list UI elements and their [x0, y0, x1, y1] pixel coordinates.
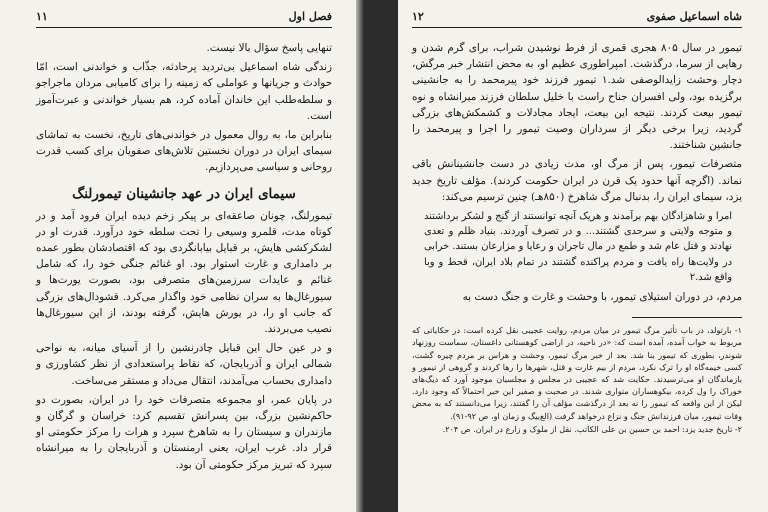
page-number: ۱۱	[36, 10, 48, 23]
page-edge-shadow	[356, 0, 364, 512]
page-header	[36, 8, 332, 28]
footnote-divider	[632, 317, 742, 318]
paragraph: تیمورلنگ، چونان صاعقه‌ای بر پیکر زخم دیده ایران فرود آمد و در کوتاه مدت، قلمرو وسیعی را تحت سلطه خود درآورد. قدرت او در لشکرکشی هایش، بر قبایل بیابانگردی بود که اقتصادشان بطور عمده بر دامداری و غارت استوار بود. او غنائم جنگی خود را، که شامل غنائم و عایدات سرزمین‌های متصرفی بود، بصورت یورت‌ها و سیورغال‌ها به سران نظامی خود واگذار می‌کرد. قشودال‌های بزرگی که جانب او را، در یورش هایش، گرفته بودند، از این سیورغال‌ها نصیب می‌بردند.	[36, 209, 332, 336]
paragraph: زندگی شاه اسماعیل بی‌تردید پرحادثه، جذّاب و خواندنی است، امّا حوادث و جریانها و عواملی که زمینه را برای کامیابی مردان ماجراجو و سلطه‌طلب این خاندان آماده کرد، هم بسیار خواندنی و عبرت‌آموز است.	[36, 61, 332, 122]
running-head-title: شاه اسماعیل صفوی	[646, 10, 742, 23]
paragraph: مردم، در دوران استیلای تیمور، با وحشت و غارت و جنگ دست به	[462, 291, 742, 304]
paragraph: تنهایی پاسخ سؤال بالا نیست.	[206, 42, 332, 54]
paragraph: تیمور در سال ۸۰۵ هجری قمری از فرط نوشیدن شراب، برای گرم شدن و رهایی از سرما، درگذشت. امپراطوری عظیم او، به محض انتشار خبر مرگش، دچار وحشت زایدالوصفی شد.۱ تیمور فرزند خود پیرمحمد را به جانشینی برگزیده بود، ولی افسران جناح راست با خلیل سلطان فرزند میرانشاه و نوه تیمور بیعت کردند. نتیجه این بیعت، ایجاد مجادلات و کشمکش‌های بزرگی گردید، زیرا برخی دیگر از سرداران وصیت تیمور را اجرا و پیرمحمد را جانشین شناختند.	[412, 42, 742, 152]
running-head-title: فصل اول	[288, 10, 332, 23]
paragraph: متصرفات تیمور، پس از مرگ او، مدت زیادی در دست جانشینانش باقی نماند. (اگرچه آنها حدود یک قرن در ایران حکومت کردند). مؤلف تاریخ جدید یزد، سیمای ایران را، بدنبال مرگ شاهرخ (۸۵۰هـ) چنین ترسیم می‌کند:	[412, 158, 742, 203]
footnote: ۱- بارتولد، در باب تأثیر مرگ تیمور در میان مردم، روایت عجیبی نقل کرده است: در حکایاتی که مربوط به خواب آمده، آمده است که: «در ناحیه، در اراضی کوهستانی داغستان، سماست روزنهاد شوندر، بطوری که تیمور بنا شد. بعد از خبر مرگ تیمور، وحشت و هراس بر مردم چیره گشت، کسی خیمه‌گاه او را ترک نکرد، مردم از بیم غارت و قتل، شهرها را رها کردند و گروهی از تیمور و بازماندگان او می‌ترسیدند. حکایت شد که عجیبی در مجلس و مجلسیان موجود آورد که دیگ‌های خوراک را ول کرده، بیکوهساران متواری شدند. در صحبت و صفیر این خبر احتمالاً که وجود دارد. لیکن از این واقعه که تیمور را نه بعد از درگذشت مؤلف آن را گفتند، زیرا می‌دانستند که به محض وفات تیمور، میان فرزندانش جنگ و نزاع درخواهد گرفت (الغ‌بیگ و زمان او، ص ۹۲-۹۱).	[412, 325, 742, 421]
paragraph: بنابراین ما، به روال معمول در خواندنی‌های تاریخ، نخست به تماشای سیمای ایران در دوران نخستین تلاش‌های صفویان برای کسب قدرت روحانی و سیاسی می‌پردازیم.	[36, 129, 332, 174]
paragraph: در پایان عمر، او مجموعه متصرفات خود را در ایران، بصورت دو حاکم‌نشین بزرگ، بین پسرانش تقسیم کرد: خراسان و گرگان و مازندران و سیستان را به شاهرخ سپرد و هرات را مرکز حکومتی او قرار داد. غرب ایران، یعنی ارمنستان و آذربایجان را به میرانشاه سپرد که تبریز مرکز حکومتی آن بود.	[36, 393, 332, 471]
page-header	[412, 8, 742, 28]
right-page	[398, 0, 768, 512]
block-quote: امرا و شاهزادگان بهم برآمدند و هریک آنچه توانستند از گنج و لشکر برداشتند و متوجه ولایتی و سرحدی گشتند... و در تصرف آوردند. بنیاد ظلم و تعدی نهادند و قتل عام شد و طمع در مال تاجران و رعایا و مزارعان بستند. خرابی در ولایت‌ها راه یافت و مردم پراکنده گشتند در تمام بلاد ایران، قحط و وبا واقع شد.۲	[424, 211, 732, 283]
left-page	[0, 0, 356, 512]
page-number: ۱۲	[412, 10, 424, 23]
footnote: ۲- تاریخ جدید یزد: احمد بن حسین بن علی الکاتب. نقل از ملوک و زارع در ایران. ص ۲۰۴.	[442, 423, 742, 434]
section-heading: سیمای ایران در عهد جانشینان تیمورلنگ	[72, 185, 296, 202]
paragraph: و در عین حال این قبایل چادرنشین را از آسیای میانه، به نواحی شمالی ایران و آذربایجان، که نقاط پراستعدادی از نظر کشاورزی و دامداری بحساب می‌آمدند، انتقال می‌داد و مستقر می‌ساخت.	[36, 342, 332, 387]
